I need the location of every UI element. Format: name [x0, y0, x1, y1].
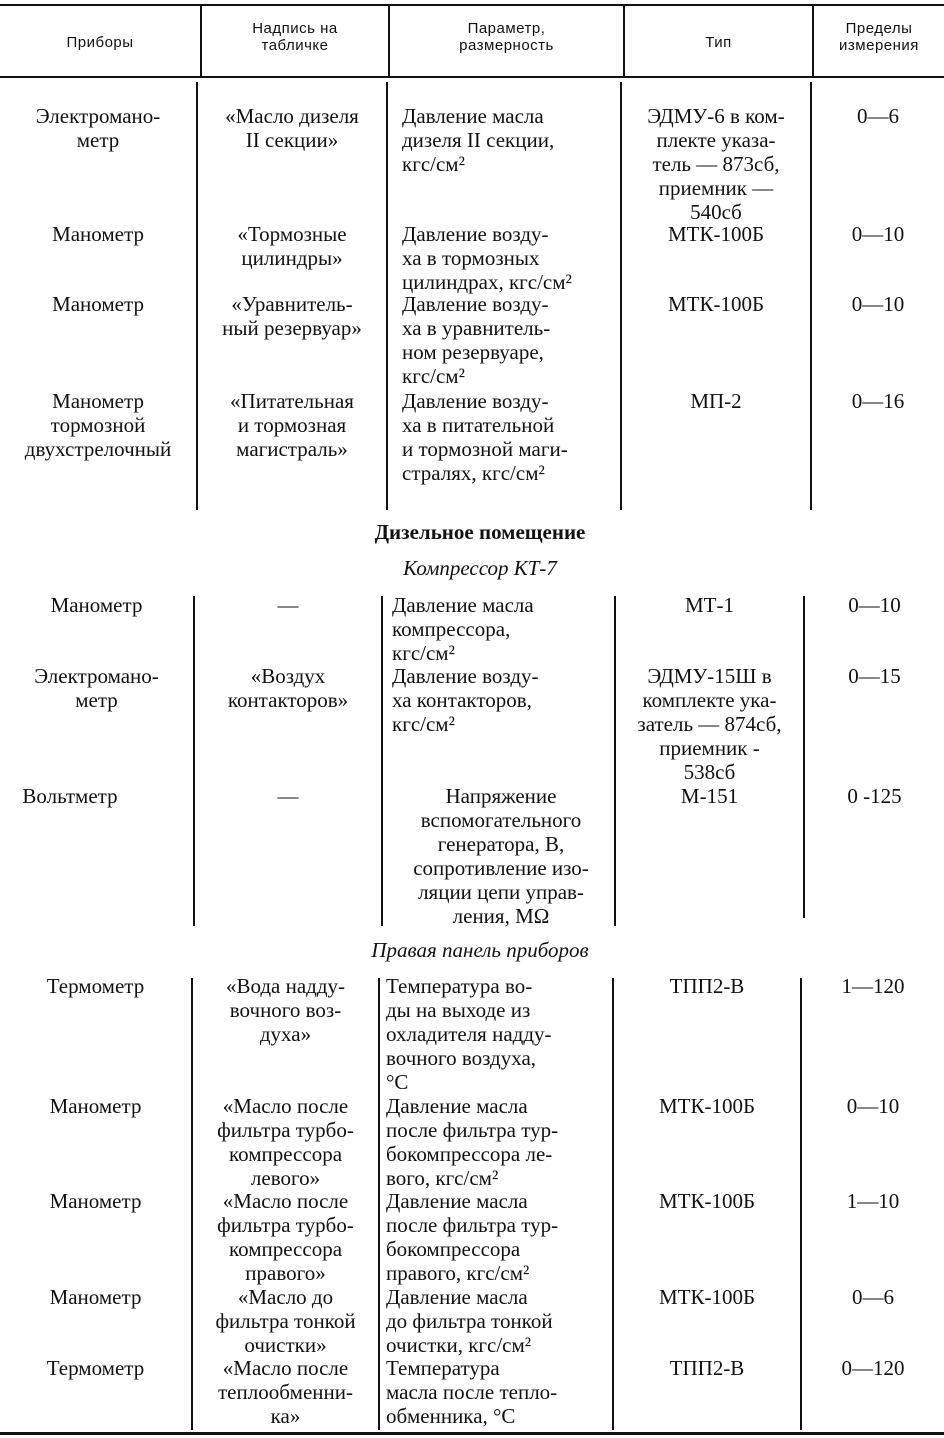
column-divider [386, 82, 388, 510]
label-cell: «Воздух контакторов» [227, 664, 349, 712]
device-cell: Манометр [49, 1285, 142, 1309]
parameter-cell: Давление возду- ха в уравнитель- ном резервуаре, кгс/см² [402, 292, 551, 388]
label-cell: — [277, 593, 299, 617]
device-cell: Термометр [46, 974, 145, 998]
parameter-cell: Давление возду- ха в питательной и тормозной маги- стралях, кгс/см² [402, 389, 568, 485]
type-cell: ЭДМУ-15Ш в комплекте ука- затель — 874сб, приемник - 538сб [637, 664, 782, 784]
device-cell: Электромано- метр [35, 104, 161, 152]
top-rule [0, 4, 944, 6]
column-divider [378, 978, 380, 1430]
device-cell: Электромано- метр [34, 664, 159, 712]
range-cell: 0—10 [846, 1094, 900, 1118]
type-cell: МТК-100Б [658, 1189, 756, 1213]
header-range: Пределы измерения [839, 20, 919, 54]
type-cell: М-151 [680, 784, 739, 808]
type-cell: ЭДМУ-6 в ком- плекте указа- тель — 873сб, приемник — 540сб [647, 104, 785, 224]
range-cell: 0—15 [848, 664, 901, 688]
label-cell: «Масло до фильтра тонкой очистки» [215, 1285, 356, 1357]
column-divider [381, 596, 383, 926]
label-cell: — [277, 784, 299, 808]
column-divider [193, 596, 195, 926]
parameter-cell: Давление масла дизеля II секции, кгс/см² [402, 104, 555, 176]
parameter-cell: Давление масла после фильтра тур- бокомпрессора правого, кгс/см² [386, 1189, 559, 1285]
range-cell: 0—120 [841, 1356, 905, 1380]
device-cell: Манометр [50, 593, 143, 617]
parameter-cell: Давление масла до фильтра тонкой очистки, кгс/см² [386, 1285, 553, 1357]
device-cell: Манометр тормозной двухстрелочный [24, 389, 172, 461]
label-cell: «Масло после теплообменни- ка» [217, 1356, 353, 1428]
type-cell: МТК-100Б [667, 222, 765, 246]
type-cell: МТ-1 [685, 593, 734, 617]
label-cell: «Питательная и тормозная магистраль» [230, 389, 354, 461]
type-cell: ТПП2-В [669, 1356, 745, 1380]
label-cell: «Уравнитель- ный резервуар» [222, 292, 362, 340]
device-cell: Манометр [49, 1094, 142, 1118]
label-cell: «Вода надду- вочного воз- духа» [225, 974, 346, 1046]
range-cell: 0—6 [852, 1285, 894, 1309]
type-cell: МТК-100Б [658, 1094, 756, 1118]
header-plate-label: Надпись на табличке [252, 20, 338, 54]
label-cell: «Масло после фильтра турбо- компрессора левого» [217, 1094, 354, 1190]
column-divider [803, 596, 805, 918]
range-cell: 1—120 [841, 974, 905, 998]
type-cell: МП-2 [690, 389, 742, 413]
label-cell: «Масло после фильтра турбо- компрессора правого» [217, 1189, 354, 1285]
header-parameter: Параметр, размерность [459, 20, 554, 54]
range-cell: 0—16 [851, 389, 905, 413]
subsection-title: Правая панель приборов [371, 938, 589, 962]
range-cell: 1—10 [846, 1189, 900, 1213]
parameter-cell: Температура масла после тепло- обменника, °С [386, 1356, 558, 1428]
subsection-title: Компрессор КТ-7 [403, 556, 557, 580]
device-cell: Манометр [49, 1189, 142, 1213]
type-cell: МТК-100Б [658, 1285, 756, 1309]
bottom-rule [0, 1432, 944, 1435]
type-cell: МТК-100Б [667, 292, 765, 316]
parameter-cell: Давление возду- ха контакторов, кгс/см² [392, 664, 539, 736]
header-rule [0, 76, 944, 78]
parameter-cell: Температура во- ды на выходе из охладителя надду- вочного воздуха, °С [386, 974, 552, 1094]
parameter-cell: Напряжение вспомогательного генератора, В, сопротивление изо- ляции цепи управ- ления, MΩ [413, 784, 589, 928]
parameter-cell: Давление масла компрессора, кгс/см² [392, 593, 534, 665]
device-cell: Вольтметр [22, 784, 118, 808]
header-devices: Приборы [66, 34, 134, 51]
range-cell: 0 -125 [847, 784, 902, 808]
parameter-cell: Давление возду- ха в тормозных цилиндрах, кгс/см² [402, 222, 572, 294]
range-cell: 0—10 [851, 222, 905, 246]
type-cell: ТПП2-В [669, 974, 745, 998]
header-type: Тип [705, 34, 732, 51]
range-cell: 0—10 [848, 593, 901, 617]
section-title: Дизельное помещение [374, 520, 586, 544]
range-cell: 0—10 [851, 292, 905, 316]
parameter-cell: Давление масла после фильтра тур- бокомпрессора ле- вого, кгс/см² [386, 1094, 559, 1190]
label-cell: «Тормозные цилиндры» [237, 222, 347, 270]
device-cell: Манометр [52, 222, 144, 246]
device-cell: Термометр [46, 1356, 145, 1380]
label-cell: «Масло дизеля II секции» [225, 104, 359, 152]
device-cell: Манометр [52, 292, 144, 316]
range-cell: 0—6 [857, 104, 899, 128]
